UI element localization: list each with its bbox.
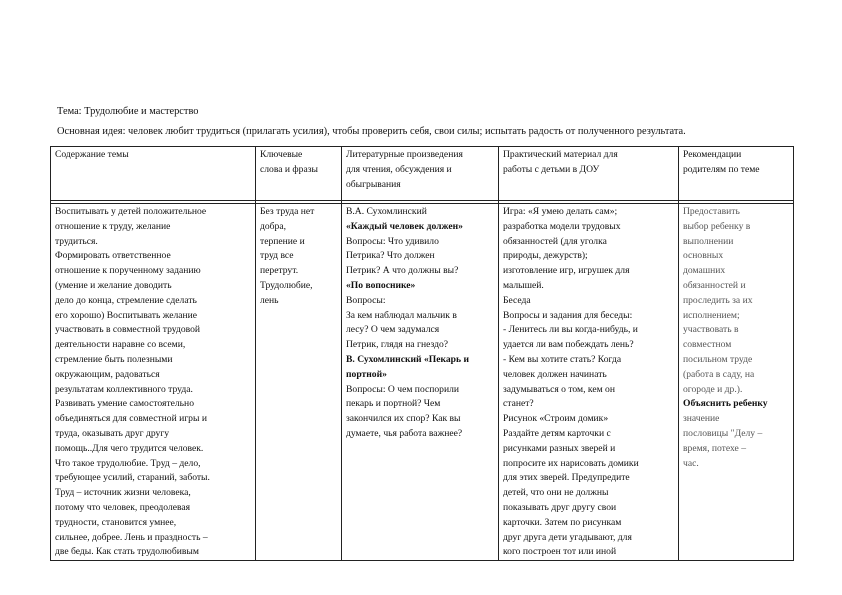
cell-line: Труд – источник жизни человека, <box>55 487 191 499</box>
header-keywords <box>256 147 342 201</box>
cell-line: «По вопоснике» <box>346 279 416 291</box>
header-line: слова и фразы <box>260 163 318 175</box>
cell-line: Объяснить ребенку <box>683 398 768 410</box>
cell-line: Игра: «Я умею делать сам»; <box>503 206 618 217</box>
cell-line: Петрика? Что должен <box>346 250 435 262</box>
header-recommendations <box>679 147 794 201</box>
cell-line: станет? <box>503 398 534 410</box>
cell-line: В. Сухомлинский «Пекарь и <box>346 353 469 365</box>
cell-line: В.А. Сухомлинский <box>346 206 427 217</box>
cell-line: малышей. <box>503 279 544 291</box>
cell-line: трудиться. <box>55 235 98 247</box>
cell-line: (работа в саду, на <box>683 368 755 380</box>
table-row <box>51 204 794 561</box>
cell-line: деятельности наравне со всеми, <box>55 339 186 351</box>
cell-line: его хорошо) Воспитывать желание <box>55 309 198 321</box>
cell-line: час. <box>683 457 699 469</box>
cell-line: разработка модели трудовых <box>503 220 621 232</box>
cell-line: За кем наблюдал мальчик в <box>346 309 457 321</box>
cell-line: рисунками разных зверей и <box>503 442 616 454</box>
header-content <box>51 147 256 201</box>
cell-line: Рисунок «Строим домик» <box>503 413 609 425</box>
cell-line: посильном труде <box>683 353 753 365</box>
cell-line: исполнением; <box>683 309 740 321</box>
cell-line: Вопросы: <box>346 294 386 306</box>
cell-line: обязанностей (для уголка <box>503 235 607 247</box>
cell-line: друг друга дети угадывают, для <box>503 531 632 543</box>
cell-line: удается ли вам побеждать лень? <box>503 339 634 351</box>
cell-line: портной» <box>346 368 387 380</box>
topic-line: Тема: Трудолюбие и мастерство <box>57 106 199 117</box>
header-line: Практический материал для <box>503 149 618 160</box>
cell-line: Формировать ответственное <box>55 250 171 262</box>
cell-line: Вопросы: Что удивило <box>346 235 439 247</box>
cell-literature <box>342 204 499 561</box>
header-line: обыгрывания <box>346 178 401 190</box>
header-literature <box>342 147 499 201</box>
header-practical <box>499 147 679 201</box>
cell-line: Раздайте детям карточки с <box>503 427 611 439</box>
header-line: Содержание темы <box>55 149 129 160</box>
cell-line: Трудолюбие, <box>260 279 313 291</box>
cell-line: для этих зверей. Предупредите <box>503 472 630 484</box>
cell-line: окружающим, радоваться <box>55 368 160 380</box>
table-header-row <box>51 147 794 201</box>
cell-line: труд все <box>260 250 294 262</box>
topic-table <box>50 146 794 561</box>
cell-line: Развивать умение самостоятельно <box>55 398 194 410</box>
cell-line: выбор ребенку в <box>683 220 751 232</box>
cell-line: участвовать в <box>683 324 739 336</box>
cell-line: результатам коллективного труда. <box>55 383 193 395</box>
cell-line: пекарь и портной? Чем <box>346 398 441 410</box>
cell-line: добра, <box>260 220 287 232</box>
cell-line: объединяться для совместной игры и <box>55 413 207 425</box>
header-line: для чтения, обсуждения и <box>346 163 452 175</box>
cell-line: дело до конца, стремление сделать <box>55 294 197 306</box>
cell-line: труда, оказывать друг другу <box>55 427 170 439</box>
header-line: Литературные произведения <box>346 149 463 160</box>
cell-line: - Ленитесь ли вы когда-нибудь, и <box>503 324 638 336</box>
cell-line: Вопросы и задания для беседы: <box>503 309 633 321</box>
cell-line: природы, дежурств); <box>503 250 588 262</box>
cell-line: стремление быть полезными <box>55 353 173 365</box>
cell-line: Воспитывать у детей положительное <box>55 206 207 217</box>
cell-line: сильнее, добрее. Лень и праздность – <box>55 531 208 543</box>
cell-line: выполнении <box>683 235 734 247</box>
cell-line: кого построен тот или иной <box>503 546 617 558</box>
cell-line: отношение к порученному заданию <box>55 265 201 277</box>
cell-line: закончился их спор? Как вы <box>346 413 461 425</box>
cell-line: детей, что они не должны <box>503 487 609 499</box>
cell-line: трудности, становится умнее, <box>55 516 177 528</box>
cell-line: обязанностей и <box>683 279 746 291</box>
cell-line: основных <box>683 250 724 262</box>
cell-line: лень <box>260 294 279 306</box>
cell-line: Без труда нет <box>260 206 315 217</box>
header-line: родителям по теме <box>683 163 760 175</box>
cell-line: помощь..Для чего трудится человек. <box>55 442 204 454</box>
cell-line: потому что человек, преодолевая <box>55 501 191 513</box>
cell-line: показывать друг другу свои <box>503 501 617 513</box>
cell-line: лесу? О чем задумался <box>346 324 440 336</box>
cell-line: человек должен начинать <box>503 368 607 380</box>
cell-keywords <box>256 204 342 561</box>
cell-line: - Кем вы хотите стать? Когда <box>503 353 622 365</box>
cell-line: требующее усилий, стараний, заботы. <box>55 472 210 484</box>
cell-practical <box>499 204 679 561</box>
cell-line: две беды. Как стать трудолюбивым <box>55 546 199 558</box>
cell-line: терпение и <box>260 235 305 247</box>
cell-recommendations <box>679 204 794 561</box>
cell-line: «Каждый человек должен» <box>346 220 463 232</box>
cell-line: огороде и др.). <box>683 383 743 395</box>
cell-line: участвовать в совместной трудовой <box>55 324 201 336</box>
cell-line: думаете, чья работа важнее? <box>346 427 463 439</box>
header-line: Ключевые <box>260 149 303 160</box>
cell-line: Предоставить <box>683 206 740 217</box>
cell-line: изготовление игр, игрушек для <box>503 265 630 277</box>
cell-content <box>51 204 256 561</box>
cell-line: пословицы "Делу – <box>683 427 763 439</box>
cell-line: карточки. Затем по рисункам <box>503 516 622 528</box>
cell-line: отношение к труду, желание <box>55 220 171 232</box>
cell-line: Петрик? А что должны вы? <box>346 265 459 277</box>
main-idea-line: Основная идея: человек любит трудиться (прилагать усилия), чтобы проверить себя, свои силы; испытать радость от полученного результата. <box>57 126 686 137</box>
cell-line: перетрут. <box>260 265 299 277</box>
cell-line: Что такое трудолюбие. Труд – дело, <box>55 457 201 469</box>
header-line: работы с детьми в ДОУ <box>503 163 600 175</box>
cell-line: домашних <box>683 265 726 277</box>
cell-line: проследить за их <box>683 294 753 306</box>
cell-line: (умение и желание доводить <box>55 279 172 291</box>
cell-line: Вопросы: О чем поспорили <box>346 383 460 395</box>
cell-line: время, потехе – <box>683 442 747 454</box>
header-line: Рекомендации <box>683 149 742 160</box>
cell-line: совместном <box>683 339 732 351</box>
cell-line: Петрик, глядя на гнездо? <box>346 339 449 351</box>
cell-line: значение <box>683 413 720 425</box>
cell-line: попросите их нарисовать домики <box>503 457 639 469</box>
cell-line: Беседа <box>503 294 531 306</box>
cell-line: задумываться о том, кем он <box>503 383 615 395</box>
